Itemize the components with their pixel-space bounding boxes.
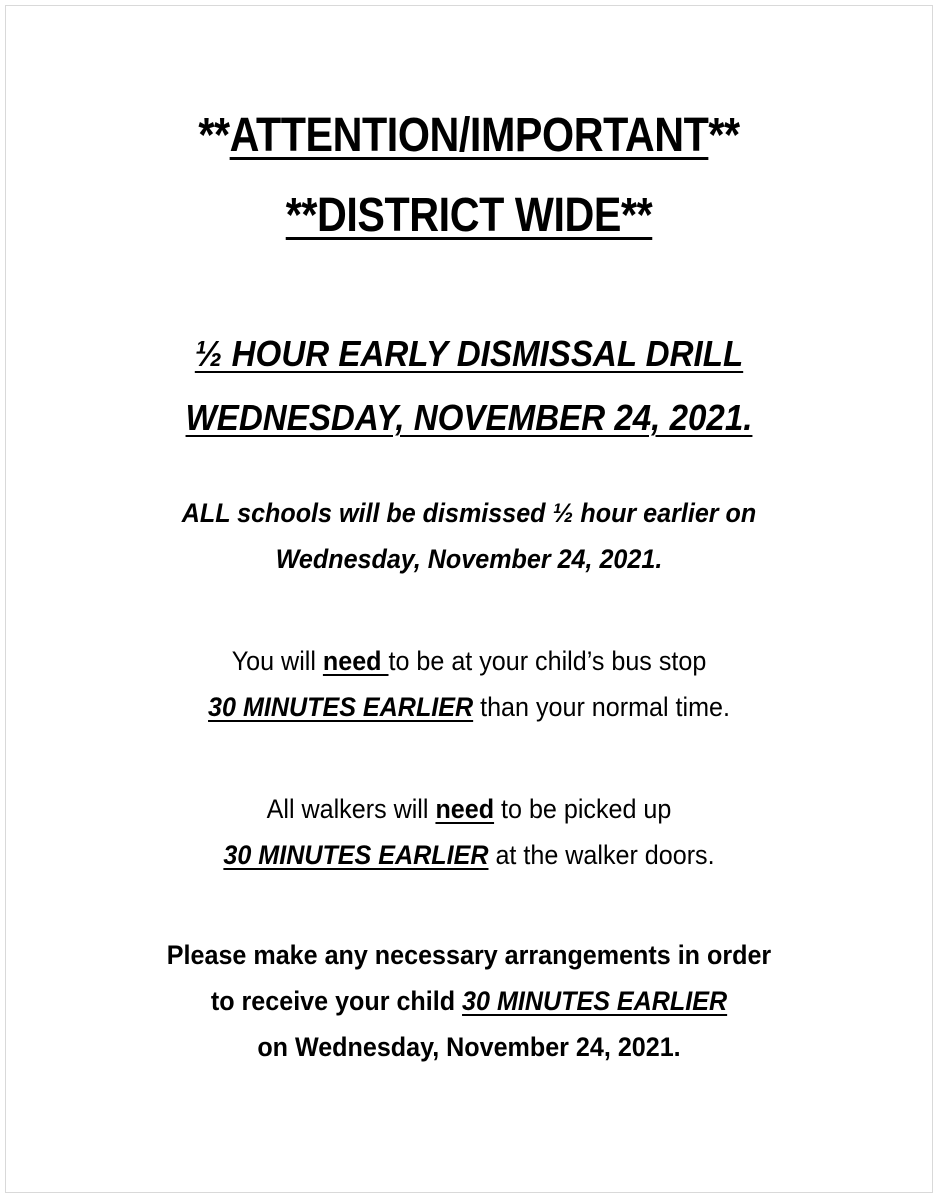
bus-line-1-pre: You will: [231, 646, 323, 676]
subheading-line-1: [43, 332, 895, 376]
closing-line-3: on Wednesday, November 24, 2021.: [257, 1032, 681, 1062]
closing-30-minutes-earlier: 30 MINUTES EARLIER: [462, 986, 728, 1016]
subheading-drill: ½ HOUR EARLY DISMISSAL DRILL: [194, 333, 744, 374]
heading-main: ATTENTION/IMPORTANT: [229, 109, 709, 162]
walkers-line-1-post: to be picked up: [494, 794, 672, 824]
bus-line-2-post: than your normal time.: [473, 692, 730, 722]
walkers-line-2-post: at the walker doors.: [488, 840, 715, 870]
walkers-line-1-pre: All walkers will: [266, 794, 436, 824]
heading-district-wide: **DISTRICT WIDE**: [285, 189, 653, 242]
bus-line-2: [38, 684, 899, 730]
bus-line-1: [38, 638, 899, 684]
walkers-30-minutes-earlier: 30 MINUTES EARLIER: [223, 840, 489, 870]
subheading-line-2: [43, 396, 895, 440]
heading-line-2: [71, 188, 867, 244]
walkers-need: need: [435, 794, 495, 824]
closing-line-1: Please make any necessary arrangements in order: [166, 940, 772, 970]
walkers-line-1: [38, 786, 899, 832]
closing-line-2: [38, 978, 899, 1024]
notice-line-1: ALL schools will be dismissed ½ hour earlier on: [181, 498, 757, 528]
closing-line-2-pre: to receive your child: [210, 986, 463, 1016]
bus-need: need: [322, 646, 389, 676]
notice-line-2: Wednesday, November 24, 2021.: [275, 544, 663, 574]
document-page: [5, 5, 933, 1193]
subheading-date: WEDNESDAY, NOVEMBER 24, 2021.: [185, 397, 753, 438]
bus-30-minutes-earlier: 30 MINUTES EARLIER: [208, 692, 474, 722]
heading-prefix: **: [198, 109, 230, 162]
bus-line-1-post: to be at your child’s bus stop: [388, 646, 707, 676]
heading-suffix: **: [708, 109, 740, 162]
walkers-line-2: [38, 832, 899, 878]
heading-line-1: [71, 108, 867, 164]
